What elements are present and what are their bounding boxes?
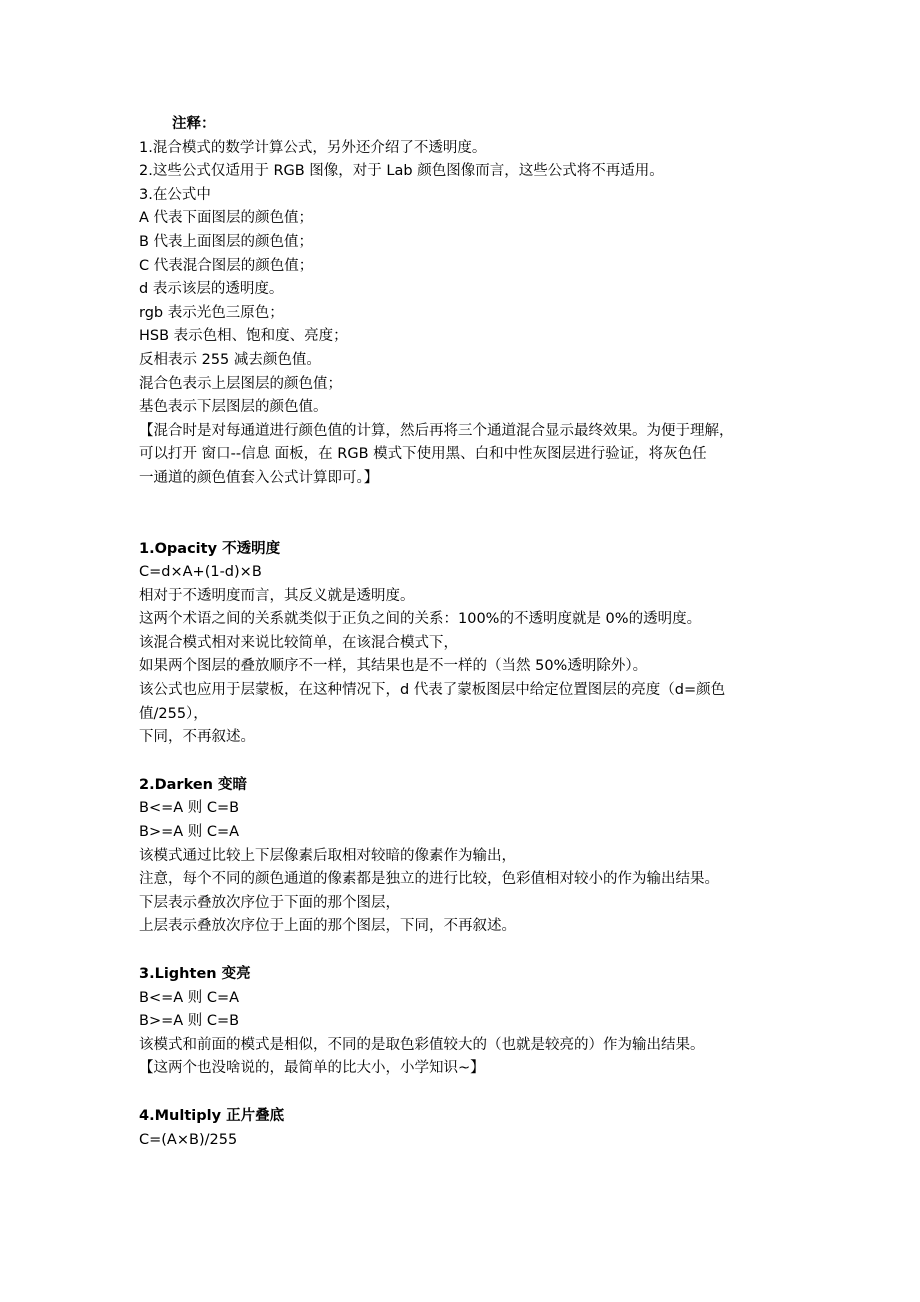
lighten-line: 该模式和前面的模式是相似，不同的是取色彩值较大的（也就是较亮的）作为输出结果。 [139, 1036, 705, 1053]
darken-formula: B>=A 则 C=A [139, 824, 240, 841]
opacity-line: 相对于不透明度而言，其反义就是透明度。 [139, 587, 415, 604]
darken-line: 该模式通过比较上下层像素后取相对较暗的像素作为输出， [139, 847, 516, 864]
darken-line: 上层表示叠放次序位于上面的那个图层，下同，不再叙述。 [139, 918, 516, 935]
notes-line: d 表示该层的透明度。 [139, 281, 284, 298]
notes-line: 混合色表示上层图层的颜色值； [139, 375, 342, 392]
spacer [139, 750, 799, 774]
notes-line: 【混合时是对每通道进行颜色值的计算，然后再将三个通道混合显示最终效果。为便于理解， [139, 422, 734, 439]
lighten-formula: B<=A 则 C=A [139, 989, 240, 1006]
notes-line: 反相表示 255 减去颜色值。 [139, 351, 321, 368]
opacity-line: 这两个术语之间的关系就类似于正负之间的关系：100%的不透明度就是 0%的透明度。 [139, 611, 702, 628]
document-page [139, 113, 799, 1152]
notes-line: 2.这些公式仅适用于 RGB 图像，对于 Lab 颜色图像而言，这些公式将不再适用。 [139, 163, 664, 180]
section-title-darken: 2.Darken 变暗 [139, 776, 248, 793]
lighten-formula: B>=A 则 C=B [139, 1013, 240, 1030]
darken-formula: B<=A 则 C=B [139, 800, 240, 817]
spacer [139, 491, 799, 538]
opacity-line: 该混合模式相对来说比较简单，在该混合模式下， [139, 634, 458, 651]
opacity-line: 该公式也应用于层蒙板，在这种情况下，d 代表了蒙板图层中给定位置图层的亮度（d=颜色 [139, 682, 726, 699]
spacer [139, 1081, 799, 1105]
notes-heading: 注释： [172, 116, 216, 132]
darken-line: 注意，每个不同的颜色通道的像素都是独立的进行比较，色彩值相对较小的作为输出结果。 [139, 871, 719, 888]
notes-line: B 代表上面图层的颜色值； [139, 233, 314, 250]
section-title-multiply: 4.Multiply 正片叠底 [139, 1107, 285, 1124]
section-title-lighten: 3.Lighten 变亮 [139, 966, 251, 982]
notes-line: HSB 表示色相、饱和度、亮度； [139, 328, 348, 345]
notes-line: A 代表下面图层的颜色值； [139, 210, 314, 227]
opacity-line: 下同，不再叙述。 [139, 729, 255, 746]
darken-line: 下层表示叠放次序位于下面的那个图层， [139, 894, 400, 911]
notes-line: C 代表混合图层的颜色值； [139, 257, 314, 274]
notes-line: 基色表示下层图层的颜色值。 [139, 399, 328, 416]
notes-line: 3.在公式中 [139, 186, 211, 203]
notes-line: 一通道的颜色值套入公式计算即可。】 [139, 469, 379, 486]
opacity-line: 如果两个图层的叠放顺序不一样，其结果也是不一样的（当然 50%透明除外）。 [139, 658, 648, 675]
opacity-line: 值/255）， [139, 705, 208, 722]
lighten-line: 【这两个也没啥说的，最简单的比大小，小学知识~】 [139, 1060, 485, 1077]
opacity-formula: C=d×A+(1-d)×B [139, 564, 262, 581]
spacer [139, 939, 799, 963]
notes-line: rgb 表示光色三原色； [139, 304, 284, 321]
notes-line: 可以打开 窗口--信息 面板，在 RGB 模式下使用黑、白和中性灰图层进行验证，将灰色任 [139, 446, 707, 463]
multiply-formula: C=(A×B)/255 [139, 1131, 238, 1148]
section-title-opacity: 1.Opacity 不透明度 [139, 540, 281, 557]
notes-line: 1.混合模式的数学计算公式，另外还介绍了不透明度。 [139, 139, 487, 156]
